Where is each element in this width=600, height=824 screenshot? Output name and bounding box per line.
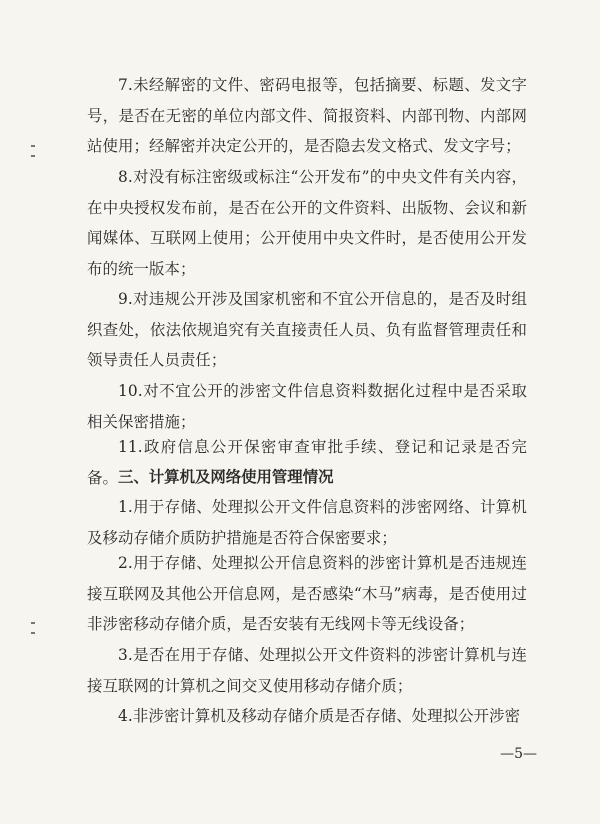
paragraph-section-item-1: 1.用于存储、处理拟公开文件信息资料的涉密网络、计算机及移动存储介质防护措施是否符合保密要求； — [87, 498, 527, 547]
scan-mark — [31, 155, 35, 157]
paragraph-section-item-2: 2.用于存储、处理拟公开信息资料的涉密计算机是否违规连接互联网及其他公开信息网，是否感染“木马”病毒，是否使用过非涉密移动存储介质，是否安装有无线网卡等无线设备； — [87, 554, 527, 634]
scan-mark — [31, 622, 35, 624]
scan-mark — [31, 145, 35, 147]
paragraph-item-11: 11.政府信息公开保密审查审批手续、登记和记录是否完备。 — [87, 438, 527, 487]
paragraph-item-8: 8.对没有标注密级或标注“公开发布”的中央文件有关内容，在中央授权发布前，是否在公开的文件资料、出版物、会议和新闻媒体、互联网上使用；公开使用中央文件时，是否使用公开发布的统一版本； — [87, 168, 527, 278]
paragraph-section-item-4: 4.非涉密计算机及移动存储介质是否存储、处理拟公开涉密 — [118, 707, 521, 725]
page-number: —5— — [500, 746, 537, 762]
paragraph-item-9: 9.对违规公开涉及国家机密和不宜公开信息的，是否及时组织查处，依法依规追究有关直接责任人员、负有监督管理责任和领导责任人员责任； — [87, 290, 527, 370]
paragraph-item-10: 10.对不宜公开的涉密文件信息资料数据化过程中是否采取相关保密措施； — [87, 382, 527, 431]
scan-mark — [31, 632, 35, 634]
paragraph-section-item-3: 3.是否在用于存储、处理拟公开文件资料的涉密计算机与连接互联网的计算机之间交叉使用移动存储介质； — [87, 646, 527, 695]
section-heading: 三、计算机及网络使用管理情况 — [118, 468, 334, 486]
paragraph-item-7: 7.未经解密的文件、密码电报等，包括摘要、标题、发文字号，是否在无密的单位内部文件、简报资料、内部刊物、内部网站使用；经解密并决定公开的，是否隐去发文格式、发文字号； — [87, 76, 527, 156]
